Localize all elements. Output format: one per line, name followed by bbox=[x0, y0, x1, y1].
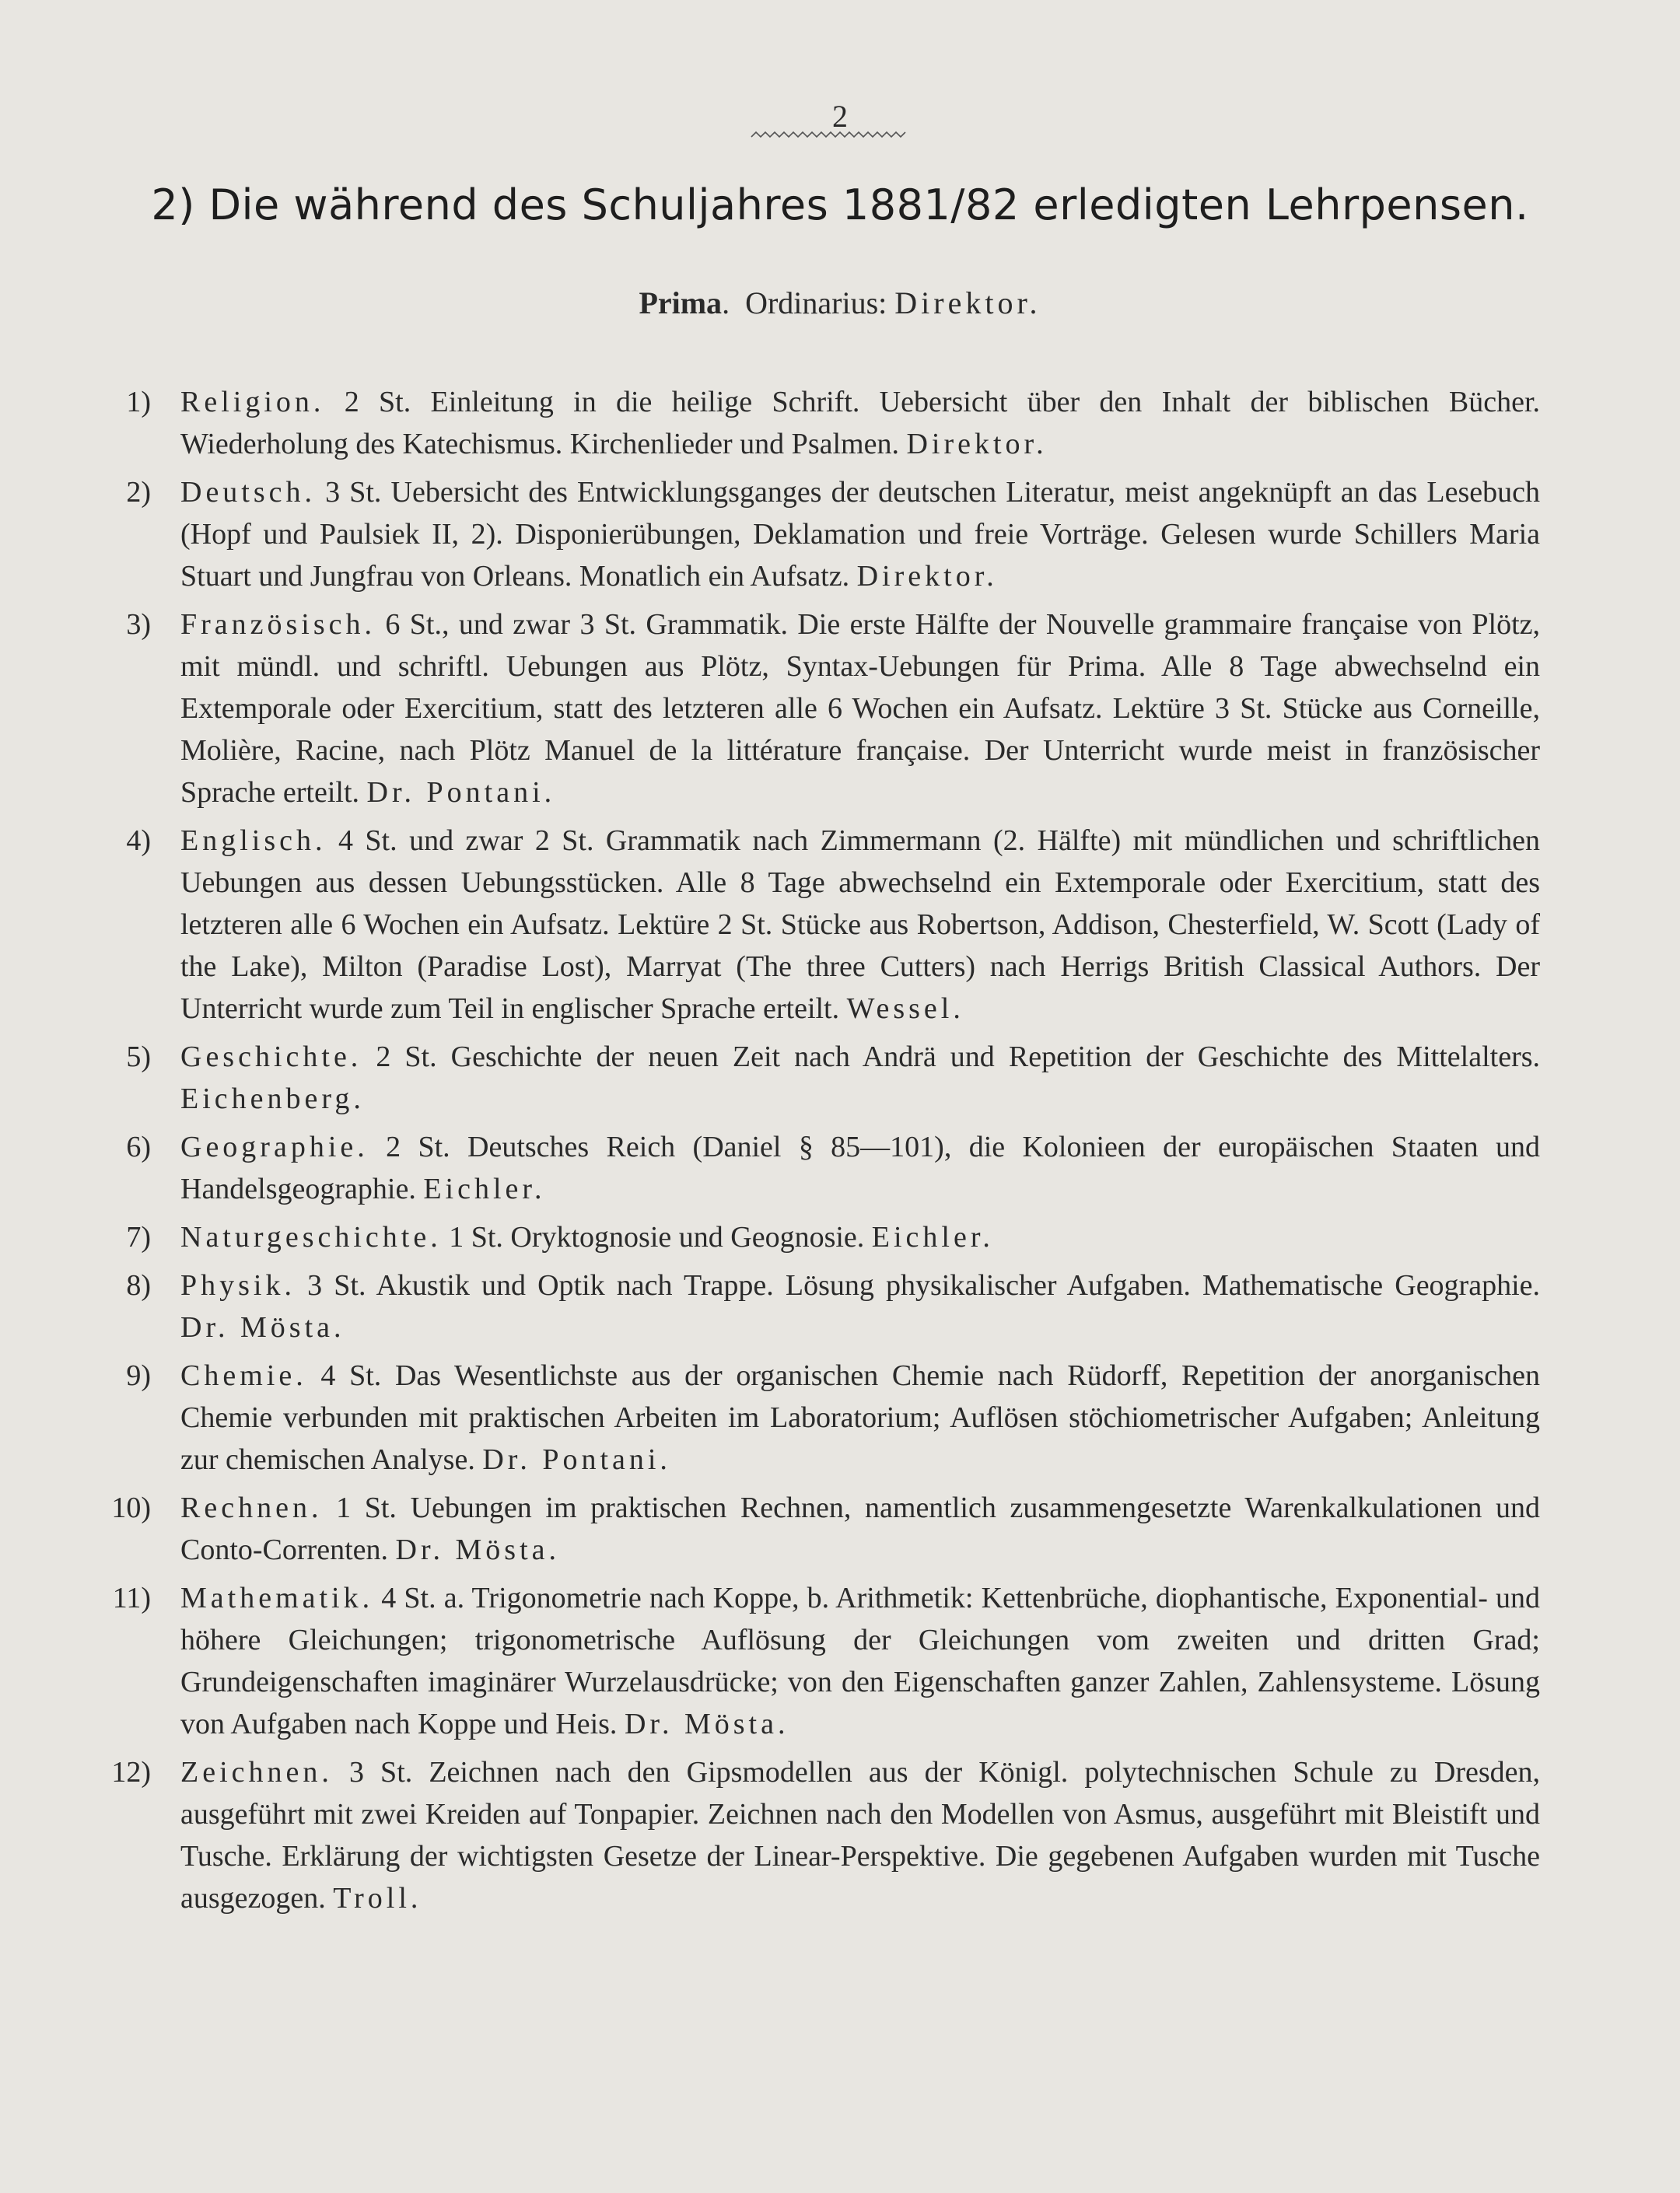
lesson-text: 2 St. Geschichte der neuen Zeit nach Andrä und Repetition der Geschichte des Mittelalters. bbox=[376, 1041, 1541, 1073]
lesson-text: 4 St. und zwar 2 St. Grammatik nach Zimmermann (2. Hälfte) mit mündlichen und schriftlichen Uebungen aus dessen Uebungsstücken. Alle 8 Tage abwechselnd ein Extemporale oder Exercitium, statt des letzteren alle 6 Wochen ein Aufsatz. Lektüre 2 St. Stücke aus Robertson, Addison, Chesterfield, W. Scott (Lady of the Lake), Milton (Paradise Lost), Marryat (The three Cutters) nach Herrigs British Classical Authors. Der Unterricht wurde zum Teil in englischer Sprache erteilt. bbox=[180, 824, 1541, 1025]
lesson-subject: Rechnen. bbox=[180, 1492, 323, 1524]
lesson-subject: Geographie. bbox=[180, 1131, 369, 1163]
lesson-mathematik bbox=[101, 1577, 1540, 1745]
ordinarius-teacher: Direktor. bbox=[894, 285, 1041, 320]
lesson-text: 3 St. Uebersicht des Entwicklungsganges der deutschen Literatur, meist angeknüpft an das Lesebuch (Hopf und Paulsiek II, 2). Disponierübungen, Deklamation und freie Vorträge. Gelesen wurde Schillers Maria Stuart und Jungfrau von Orleans. Monatlich ein Aufsatz. bbox=[180, 476, 1541, 593]
lesson-subject: Religion. bbox=[180, 386, 325, 418]
lesson-text: 2 St. Deutsches Reich (Daniel § 85—101), die Kolonieen der europäischen Staaten und Handelsgeographie. bbox=[180, 1131, 1540, 1205]
lesson-text: 4 St. a. Trigonometrie nach Koppe, b. Arithmetik: Kettenbrüche, diophantische, Exponential- und höhere Gleichungen; trigonometrische Auflösung der Gleichungen vom zweiten und dritten Grad; Grundeigenschaften imaginärer Wurzelausdrücke; von den Eigenschaften ganzer Zahlen, Zahlensysteme. Lösung von Aufgaben nach Koppe und Heis. bbox=[180, 1582, 1541, 1740]
lesson-teacher: Eichler. bbox=[423, 1173, 546, 1205]
lesson-geschichte bbox=[101, 1036, 1540, 1120]
lesson-text: 6 St., und zwar 3 St. Grammatik. Die erste Hälfte der Nouvelle grammaire française von Plötz, mit mündl. und schriftl. Uebungen aus Plötz, Syntax-Uebungen für Prima. Alle 8 Tage abwechselnd ein Extemporale oder Exercitium, statt des letzteren alle 6 Wochen ein Aufsatz. Lektüre 3 St. Stücke aus Corneille, Molière, Racine, nach Plötz Manuel de la littérature française. Der Unterricht wurde meist in französischer Sprache erteilt. bbox=[180, 608, 1541, 809]
lesson-naturgeschichte bbox=[101, 1216, 1540, 1258]
lesson-subject: Französisch. bbox=[180, 608, 376, 641]
lesson-teacher: Dr. Mösta. bbox=[180, 1311, 345, 1344]
lesson-number: 3) bbox=[126, 608, 151, 641]
lesson-number: 12) bbox=[111, 1756, 151, 1789]
lesson-teacher: Dr. Pontani. bbox=[482, 1443, 671, 1476]
lesson-number: 6) bbox=[126, 1131, 151, 1163]
lesson-number: 10) bbox=[111, 1492, 151, 1524]
lesson-teacher: Dr. Mösta. bbox=[624, 1708, 789, 1740]
ordinarius-label: Ordinarius: bbox=[745, 285, 887, 320]
lesson-teacher: Direktor. bbox=[906, 428, 1048, 460]
lesson-franzoesisch bbox=[101, 603, 1540, 813]
lesson-deutsch bbox=[101, 471, 1540, 597]
lesson-number: 11) bbox=[112, 1582, 151, 1614]
class-header bbox=[0, 285, 1680, 321]
lesson-text: 3 St. Akustik und Optik nach Trappe. Lösung physikalischer Aufgaben. Mathematische Geographie. bbox=[307, 1269, 1541, 1302]
lesson-text: 4 St. Das Wesentlichste aus der organischen Chemie nach Rüdorff, Repetition der anorganischen Chemie verbunden mit praktischen Arbeiten im Laboratorium; Auflösen stöchiometrischer Aufgaben; Anleitung zur chemischen Analyse. bbox=[180, 1359, 1540, 1476]
lesson-physik bbox=[101, 1264, 1540, 1348]
lesson-subject: Naturgeschichte. bbox=[180, 1221, 442, 1254]
lesson-text: 2 St. Einleitung in die heilige Schrift. Uebersicht über den Inhalt der biblischen Bücher. Wiederholung des Katechismus. Kirchenlieder und Psalmen. bbox=[180, 386, 1541, 460]
lesson-geographie bbox=[101, 1126, 1540, 1210]
lesson-chemie bbox=[101, 1355, 1540, 1481]
lesson-englisch bbox=[101, 820, 1540, 1030]
lesson-zeichnen bbox=[101, 1751, 1540, 1919]
page-ornament bbox=[750, 129, 908, 145]
lesson-subject: Englisch. bbox=[180, 824, 327, 857]
lesson-rechnen bbox=[101, 1487, 1540, 1571]
lesson-teacher: Dr. Pontani. bbox=[366, 776, 556, 809]
lesson-teacher: Direktor. bbox=[856, 560, 998, 593]
lesson-text: 1 St. Uebungen im praktischen Rechnen, namentlich zusammengesetzte Warenkalkulationen und Conto-Correnten. bbox=[180, 1492, 1540, 1566]
lesson-list bbox=[101, 381, 1540, 1925]
lesson-teacher: Eichenberg. bbox=[180, 1083, 365, 1115]
lesson-text: 1 St. Oryktognosie und Geognosie. bbox=[449, 1221, 865, 1254]
lesson-teacher: Dr. Mösta. bbox=[395, 1534, 561, 1566]
lesson-teacher: Wessel. bbox=[846, 992, 964, 1025]
lesson-number: 5) bbox=[126, 1041, 151, 1073]
lesson-subject: Deutsch. bbox=[180, 476, 317, 509]
lesson-number: 2) bbox=[126, 476, 151, 509]
lesson-number: 4) bbox=[126, 824, 151, 857]
class-name: Prima bbox=[639, 285, 723, 320]
class-punct: . bbox=[722, 285, 730, 320]
lesson-text: 3 St. Zeichnen nach den Gipsmodellen aus der Königl. polytechnischen Schule zu Dresden, ausgeführt mit zwei Kreiden auf Tonpapier. Zeichnen nach den Modellen von Asmus, ausgeführt mit Bleistift und Tusche. Erklärung der wichtigsten Gesetze der Linear-Perspektive. Die gegebenen Aufgaben wurden mit Tusche ausgezogen. bbox=[180, 1756, 1540, 1915]
lesson-number: 8) bbox=[126, 1269, 151, 1302]
lesson-number: 1) bbox=[126, 386, 151, 418]
lesson-number: 9) bbox=[126, 1359, 151, 1392]
lesson-subject: Geschichte. bbox=[180, 1041, 362, 1073]
lesson-subject: Zeichnen. bbox=[180, 1756, 333, 1789]
page-number: 2 bbox=[832, 99, 848, 134]
lesson-subject: Mathematik. bbox=[180, 1582, 374, 1614]
lesson-subject: Physik. bbox=[180, 1269, 296, 1302]
lesson-teacher: Troll. bbox=[333, 1882, 422, 1915]
lesson-number: 7) bbox=[126, 1221, 151, 1254]
lesson-religion bbox=[101, 381, 1540, 465]
lesson-subject: Chemie. bbox=[180, 1359, 307, 1392]
section-heading: 2) Die während des Schuljahres 1881/82 erledigten Lehrpensen. bbox=[151, 180, 1529, 229]
lesson-teacher: Eichler. bbox=[871, 1221, 994, 1254]
